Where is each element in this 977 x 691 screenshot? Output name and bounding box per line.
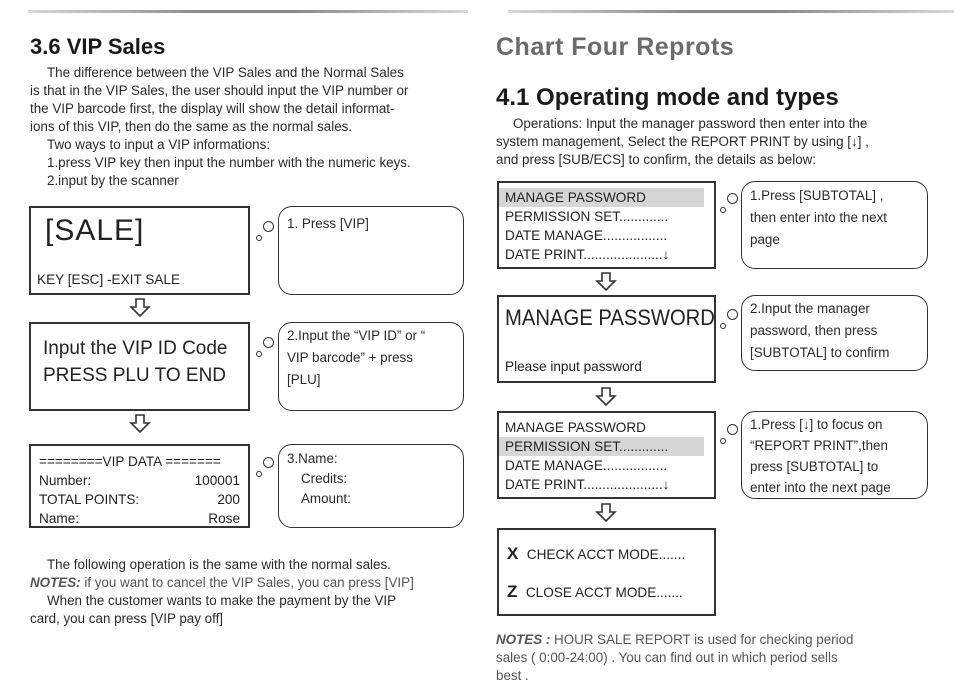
operations-paragraph: [496, 115, 869, 169]
note-line: [PLU]: [287, 372, 321, 387]
payment-line: card, you can press [VIP pay off]: [30, 611, 224, 626]
vip-data-row: [39, 471, 240, 490]
note-line: password, then press: [750, 323, 878, 338]
callout-bubble-large: [727, 309, 738, 320]
down-arrow-icon: [129, 414, 151, 434]
menu-item-permission-set: PERMISSION SET.............: [499, 437, 704, 456]
chapter-title: Chart Four Reprots: [496, 33, 735, 61]
note-line: VIP barcode” + press: [287, 350, 413, 365]
mode-key-z: Z: [507, 582, 518, 601]
after-line: The following operation is the same with the normal sales.: [47, 557, 391, 572]
row-label: Number:: [39, 473, 92, 488]
notes-line: [496, 631, 853, 649]
intro-line: ions of this VIP, then do the same as the normal sales.: [30, 119, 353, 134]
note-line: 1.Press [SUBTOTAL] ,: [750, 188, 884, 203]
notes-line: [30, 574, 414, 592]
vip-data-screen: [29, 444, 250, 528]
row-value: Rose: [208, 511, 240, 526]
note-line: [SUBTOTAL] to confirm: [750, 345, 890, 360]
note-line: “REPORT PRINT”,then: [750, 438, 888, 453]
note-line: page: [750, 232, 780, 247]
sale-screen-footer: KEY [ESC] -EXIT SALE: [37, 272, 181, 287]
notes-label: NOTES :: [496, 632, 551, 647]
menu-item-date-print: DATE PRINT.....................↓: [505, 247, 670, 262]
callout-bubble-small: [720, 323, 726, 329]
operations-line: Operations: Input the manager password then enter into the: [513, 116, 868, 131]
callout-bubble-large: [263, 221, 274, 232]
sale-screen: [29, 206, 250, 295]
mode-key-x: X: [507, 544, 519, 563]
callout-bubble-large: [263, 457, 274, 468]
notes-line: sales ( 0:00-24:00) . You can find out in which period sells: [496, 650, 838, 665]
callout-bubble-small: [256, 235, 262, 241]
acct-mode-screen: [497, 528, 716, 616]
vip-after-paragraph: [30, 556, 414, 628]
operations-line: system management, Select the REPORT PRINT by using [↓] ,: [496, 134, 869, 149]
note-line: enter into the next page: [750, 480, 891, 495]
callout-bubble-large: [263, 337, 274, 348]
step-note-focus-report-print: [741, 411, 928, 499]
row-value: 200: [217, 492, 240, 507]
ways-title: Two ways to input a VIP informations:: [47, 137, 271, 152]
vip-data-row: [39, 490, 240, 509]
step-note-press-subtotal: [741, 181, 928, 269]
vip-intro-paragraph: [30, 64, 411, 190]
notes-text: if you want to cancel the VIP Sales, you can press [VIP]: [80, 575, 414, 590]
note-line: 2.Input the “VIP ID” or “: [287, 328, 426, 343]
section-heading-operating-mode: 4.1 Operating mode and types: [496, 84, 839, 111]
manage-password-screen: [497, 295, 716, 383]
down-arrow-icon: [595, 272, 617, 292]
callout-bubble-large: [727, 424, 738, 435]
note-line: 2.Input the manager: [750, 301, 870, 316]
vip-id-line2: PRESS PLU TO END: [43, 365, 227, 386]
row-value: 100001: [194, 473, 240, 488]
permission-menu-screen: [497, 411, 716, 499]
intro-line: the VIP barcode first, the display will show the detail informat-: [30, 101, 395, 116]
menu-item-permission-set: PERMISSION SET.............: [505, 209, 669, 224]
note-line: 1.Press [↓] to focus on: [750, 417, 883, 432]
way-item: 1.press VIP key then input the number with the numeric keys.: [47, 155, 411, 170]
mode-row-z: [507, 582, 683, 602]
down-arrow-icon: [595, 503, 617, 523]
vip-data-row: [39, 509, 240, 528]
sale-screen-title: [SALE]: [45, 214, 145, 247]
mode-label-z: CLOSE ACCT MODE.......: [525, 585, 683, 600]
top-rule-right: [508, 10, 954, 13]
callout-bubble-small: [720, 438, 726, 444]
down-arrow-icon: [595, 387, 617, 407]
note-line: 3.Name:: [287, 451, 338, 466]
notes-text: HOUR SALE REPORT is used for checking period: [550, 632, 854, 647]
payment-line: When the customer wants to make the payment by the VIP: [47, 593, 397, 608]
manage-password-prompt: Please input password: [505, 359, 642, 374]
vip-id-line1: Input the VIP ID Code: [43, 338, 228, 359]
manage-password-title: MANAGE PASSWORD: [505, 305, 715, 330]
callout-bubble-large: [727, 193, 738, 204]
step-note-vip-details: [278, 444, 464, 528]
menu-item-date-manage: DATE MANAGE.................: [505, 458, 668, 473]
note-line: 1. Press [VIP]: [287, 216, 369, 231]
callout-bubble-small: [256, 471, 262, 477]
top-rule-left: [28, 10, 468, 13]
menu-item-date-print: DATE PRINT.....................↓: [505, 477, 670, 492]
note-line: Amount:: [301, 491, 351, 506]
step-note-press-vip: [278, 206, 464, 295]
row-label: Name:: [39, 511, 80, 526]
note-line: press [SUBTOTAL] to: [750, 459, 879, 474]
notes-line: best .: [496, 668, 529, 683]
down-arrow-icon: [129, 298, 151, 318]
intro-line: The difference between the VIP Sales and the Normal Sales: [47, 65, 404, 80]
note-line: Credits:: [301, 471, 348, 486]
way-item: 2.input by the scanner: [47, 173, 179, 188]
manage-menu-screen: [497, 181, 716, 269]
callout-bubble-small: [720, 207, 726, 213]
callout-bubble-small: [256, 351, 262, 357]
menu-item-date-manage: DATE MANAGE.................: [505, 228, 668, 243]
note-line: then enter into the next: [750, 210, 887, 225]
mode-label-x: CHECK ACCT MODE.......: [526, 547, 686, 562]
step-note-input-password: [741, 295, 928, 371]
intro-line: is that in the VIP Sales, the user should input the VIP number or: [30, 83, 409, 98]
menu-item-manage-password: MANAGE PASSWORD: [505, 420, 646, 435]
section-heading-vip-sales: 3.6 VIP Sales: [30, 34, 166, 59]
step-note-input-vip: [278, 322, 464, 411]
row-label: TOTAL POINTS:: [39, 492, 140, 507]
operations-line: and press [SUB/ECS] to confirm, the details as below:: [496, 152, 817, 167]
menu-item-manage-password: MANAGE PASSWORD: [499, 188, 704, 207]
notes-label: NOTES:: [30, 575, 81, 590]
vip-data-header: ========VIP DATA =======: [39, 454, 221, 469]
mode-row-x: [507, 544, 685, 564]
report-notes-paragraph: [496, 631, 853, 685]
vip-id-input-screen: [29, 322, 250, 411]
